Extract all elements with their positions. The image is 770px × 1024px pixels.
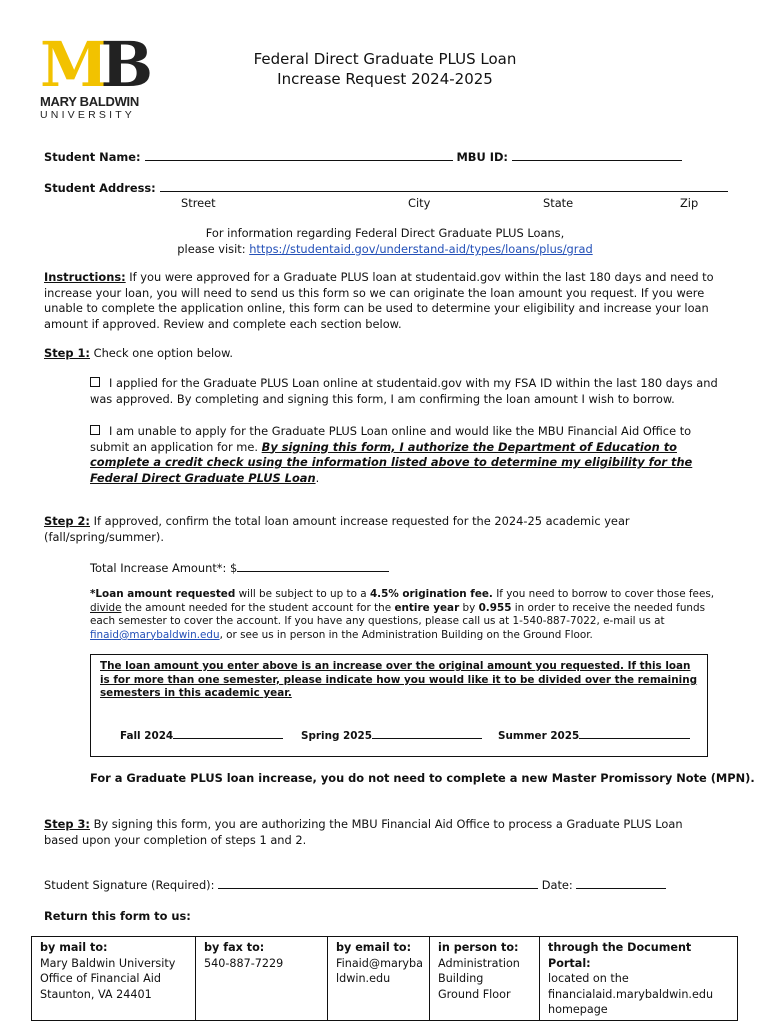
return-methods-table — [31, 936, 738, 1021]
fee-note: *Loan amount requested will be subject to up to a 4.5% origination fee. If you need to borrow to cover those fees, divide the amount needed for the student account for the entire year by 0.955 in order to receive the needed funds each semester to cover the account. If you have any questions, please call us at 1-540-887-7022, e-mail us at finaid@marybaldwin.edu, or see us in person in the Administration Building on the Ground Floor. — [90, 588, 715, 641]
date-field[interactable] — [576, 877, 666, 889]
address-zip-caption: Zip — [680, 196, 699, 210]
division-instructions: The loan amount you enter above is an increase over the original amount you requested. If this loan is for more than one semester, please indicate how you would like it to be divided over the remaining semesters in this academic year. — [100, 660, 698, 700]
option1-checkbox[interactable] — [90, 377, 100, 387]
address-street-caption: Street — [181, 196, 216, 210]
finaid-email-link[interactable]: finaid@marybaldwin.edu — [90, 628, 220, 641]
portal-link[interactable]: financialaid.marybaldwin.edu — [548, 987, 714, 1001]
step2-heading — [44, 514, 644, 545]
total-amount-row — [90, 560, 389, 575]
semester-division-box — [90, 654, 708, 757]
mpn-note: For a Graduate PLUS loan increase, you do not need to complete a new Master Promissory Note (MPN). — [90, 771, 755, 785]
step3-text: By signing this form, you are authorizing the MBU Financial Aid Office to process a Graduate PLUS Loan based upon your completion of steps 1 and 2. — [44, 817, 683, 847]
step1-option1 — [90, 376, 730, 407]
fall-amount-field[interactable] — [173, 728, 283, 739]
student-address-field[interactable] — [160, 180, 728, 192]
student-address-row — [44, 180, 728, 195]
student-name-field[interactable] — [145, 149, 453, 161]
instructions-label: Instructions: — [44, 270, 126, 284]
mbu-id-field[interactable] — [512, 149, 682, 161]
total-amount-field[interactable] — [237, 560, 389, 572]
return-mail-cell: by mail to: Mary Baldwin University Office of Financial Aid Staunton, VA 24401 — [32, 937, 196, 1021]
instructions-text: If you were approved for a Graduate PLUS loan at studentaid.gov within the last 180 days and need to increase your loan, you will need to send us this form so we can originate the loan amount you request. If you were unable to complete the application online, this form can be used to determine your eligibility and increase your loan amount if approved. Review and complete each section below. — [44, 270, 714, 331]
total-amount-label: Total Increase Amount*: $ — [90, 561, 238, 575]
step3-heading — [44, 817, 720, 848]
return-portal-cell: through the Document Portal: located on the financialaid.marybaldwin.edu homepage — [540, 937, 738, 1021]
step2-text: If approved, confirm the total loan amount increase requested for the 2024-25 academic year (fall/spring/summer). — [44, 514, 630, 544]
address-city-caption: City — [408, 196, 431, 210]
option2-authorization: By signing this form, I authorize the Department of Education to complete a credit check using the information listed above to determine my eligibility for the Federal Direct Graduate PLUS Loan — [90, 439, 693, 485]
return-email-cell: by email to: Finaid@maryba ldwin.edu — [328, 937, 430, 1021]
return-fax-cell: by fax to: 540-887-7229 — [196, 937, 328, 1021]
info-line: For information regarding Federal Direct Graduate PLUS Loans, — [205, 226, 565, 240]
page-title: Federal Direct Graduate PLUS Loan Increase Request 2024-2025 — [253, 50, 517, 88]
step1-text: Check one option below. — [93, 346, 233, 360]
return-person-cell: in person to: Administration Building Ground Floor — [430, 937, 540, 1021]
studentaid-link[interactable]: https://studentaid.gov/understand-aid/types/loans/plus/grad — [249, 242, 593, 256]
step1-option2: I am unable to apply for the Graduate PLUS Loan online and would like the MBU Financial Aid Office to submit an application for me. By signing this form, I authorize the Department of Education to complete a credit check using the information listed above to determine my eligibility for the Federal Direct Graduate PLUS Loan. — [90, 424, 693, 485]
return-heading: Return this form to us: — [44, 909, 191, 923]
return-methods-row — [32, 937, 738, 1021]
university-logo — [40, 28, 146, 121]
spring-amount-field[interactable] — [372, 728, 482, 739]
step1-label: Step 1: — [44, 346, 90, 360]
signature-label: Student Signature (Required): — [44, 878, 215, 892]
step2-label: Step 2: — [44, 514, 90, 528]
step1-heading — [44, 346, 233, 360]
summer-amount-field[interactable] — [579, 728, 690, 739]
logo-university: UNIVERSITY — [40, 109, 136, 121]
signature-row — [44, 877, 666, 892]
summer-row: Summer 2025 — [498, 728, 690, 744]
logo-name: MARY BALDWIN — [40, 94, 139, 109]
mbu-id-label: MBU ID: — [456, 150, 508, 164]
option1-text: I applied for the Graduate PLUS Loan online at studentaid.gov with my FSA ID within the last 180 days and was approved. By completing and signing this form, I am confirming the loan amount I wish to borrow. — [90, 376, 718, 406]
fall-row: Fall 2024 — [120, 728, 283, 744]
logo-mark: MB — [40, 28, 146, 101]
instructions — [44, 270, 730, 332]
date-label: Date: — [541, 878, 573, 892]
return-email-link[interactable]: Finaid@maryba — [336, 956, 424, 970]
info-visit-line: please visit: https://studentaid.gov/understand-aid/types/loans/plus/grad — [177, 242, 593, 256]
student-name-row — [44, 149, 682, 164]
step3-label: Step 3: — [44, 817, 90, 831]
info-block — [40, 225, 730, 257]
student-name-label: Student Name: — [44, 150, 141, 164]
student-address-label: Student Address: — [44, 181, 156, 195]
option2-checkbox[interactable] — [90, 425, 100, 435]
spring-row: Spring 2025 — [301, 728, 482, 744]
signature-field[interactable] — [218, 877, 538, 889]
address-state-caption: State — [543, 196, 574, 210]
option2-text: I am unable to apply for the Graduate PLUS Loan online and would like the MBU Financial Aid Office to submit an application for me. — [90, 424, 692, 454]
